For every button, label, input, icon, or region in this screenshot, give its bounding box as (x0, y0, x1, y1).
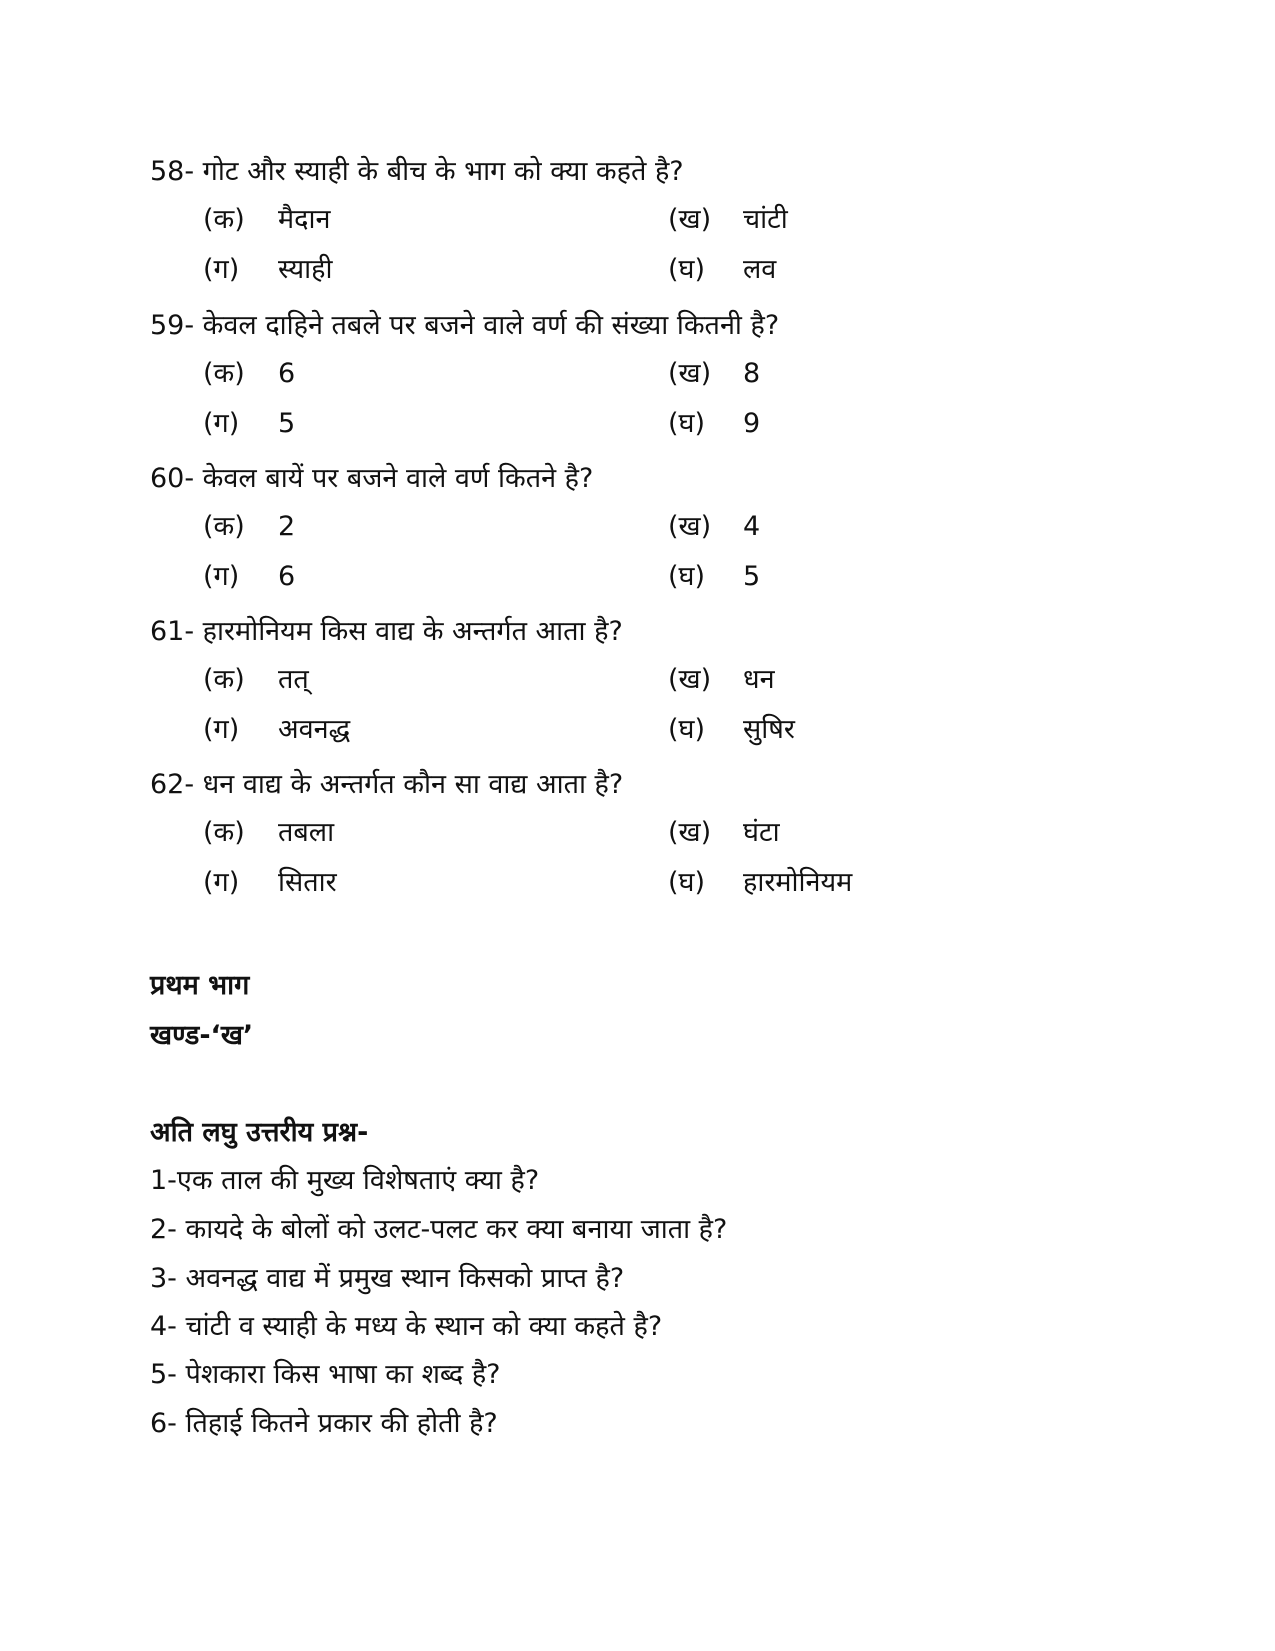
q60-option-gha: (घ) 5 (668, 561, 761, 592)
q59-option-gha: (घ) 9 (668, 408, 761, 439)
q60-option-ga: (ग) 6 (203, 561, 296, 592)
short-question-3: 3- अवनद्ध वाद्य में प्रमुख स्थान किसको प्राप्त है? (150, 1263, 625, 1294)
section-khand-heading: खण्ड-‘ख’ (150, 1020, 254, 1051)
short-question-1: 1-एक ताल की मुख्य विशेषताएं क्या है? (150, 1165, 540, 1196)
short-question-2: 2- कायदे के बोलों को उलट-पलट कर क्या बनाया जाता है? (150, 1214, 728, 1245)
q58-option-ka: (क) मैदान (203, 204, 331, 235)
q62-option-gha: (घ) हारमोनियम (668, 867, 853, 898)
short-question-6: 6- तिहाई कितने प्रकार की होती है? (150, 1408, 498, 1439)
q60-option-ka: (क) 2 (203, 511, 296, 542)
q61-option-ka: (क) तत् (203, 664, 309, 695)
q59-option-kha: (ख) 8 (668, 358, 761, 389)
q62-option-kha: (ख) घंटा (668, 817, 780, 848)
q58-option-ga: (ग) स्याही (203, 254, 333, 285)
short-answer-heading: अति लघु उत्तरीय प्रश्न- (150, 1117, 369, 1148)
q58-option-kha: (ख) चांटी (668, 204, 788, 235)
section-part-heading: प्रथम भाग (150, 970, 250, 1001)
q58-option-gha: (घ) लव (668, 254, 777, 285)
q61-option-gha: (घ) सुषिर (668, 714, 795, 745)
q61-option-kha: (ख) धन (668, 664, 775, 695)
question-59: 59- केवल दाहिने तबले पर बजने वाले वर्ण की संख्या कितनी है? (150, 310, 780, 341)
q59-option-ga: (ग) 5 (203, 408, 296, 439)
question-60: 60- केवल बायें पर बजने वाले वर्ण कितने है? (150, 463, 594, 494)
q60-option-kha: (ख) 4 (668, 511, 761, 542)
short-question-5: 5- पेशकारा किस भाषा का शब्द है? (150, 1359, 501, 1390)
short-question-4: 4- चांटी व स्याही के मध्य के स्थान को क्या कहते है? (150, 1311, 663, 1342)
question-62: 62- धन वाद्य के अन्तर्गत कौन सा वाद्य आता है? (150, 769, 624, 800)
question-61: 61- हारमोनियम किस वाद्य के अन्तर्गत आता है? (150, 616, 623, 647)
q62-option-ka: (क) तबला (203, 817, 335, 848)
q59-option-ka: (क) 6 (203, 358, 296, 389)
q61-option-ga: (ग) अवनद्ध (203, 714, 351, 745)
question-58: 58- गोट और स्याही के बीच के भाग को क्या कहते है? (150, 156, 684, 187)
q62-option-ga: (ग) सितार (203, 867, 337, 898)
